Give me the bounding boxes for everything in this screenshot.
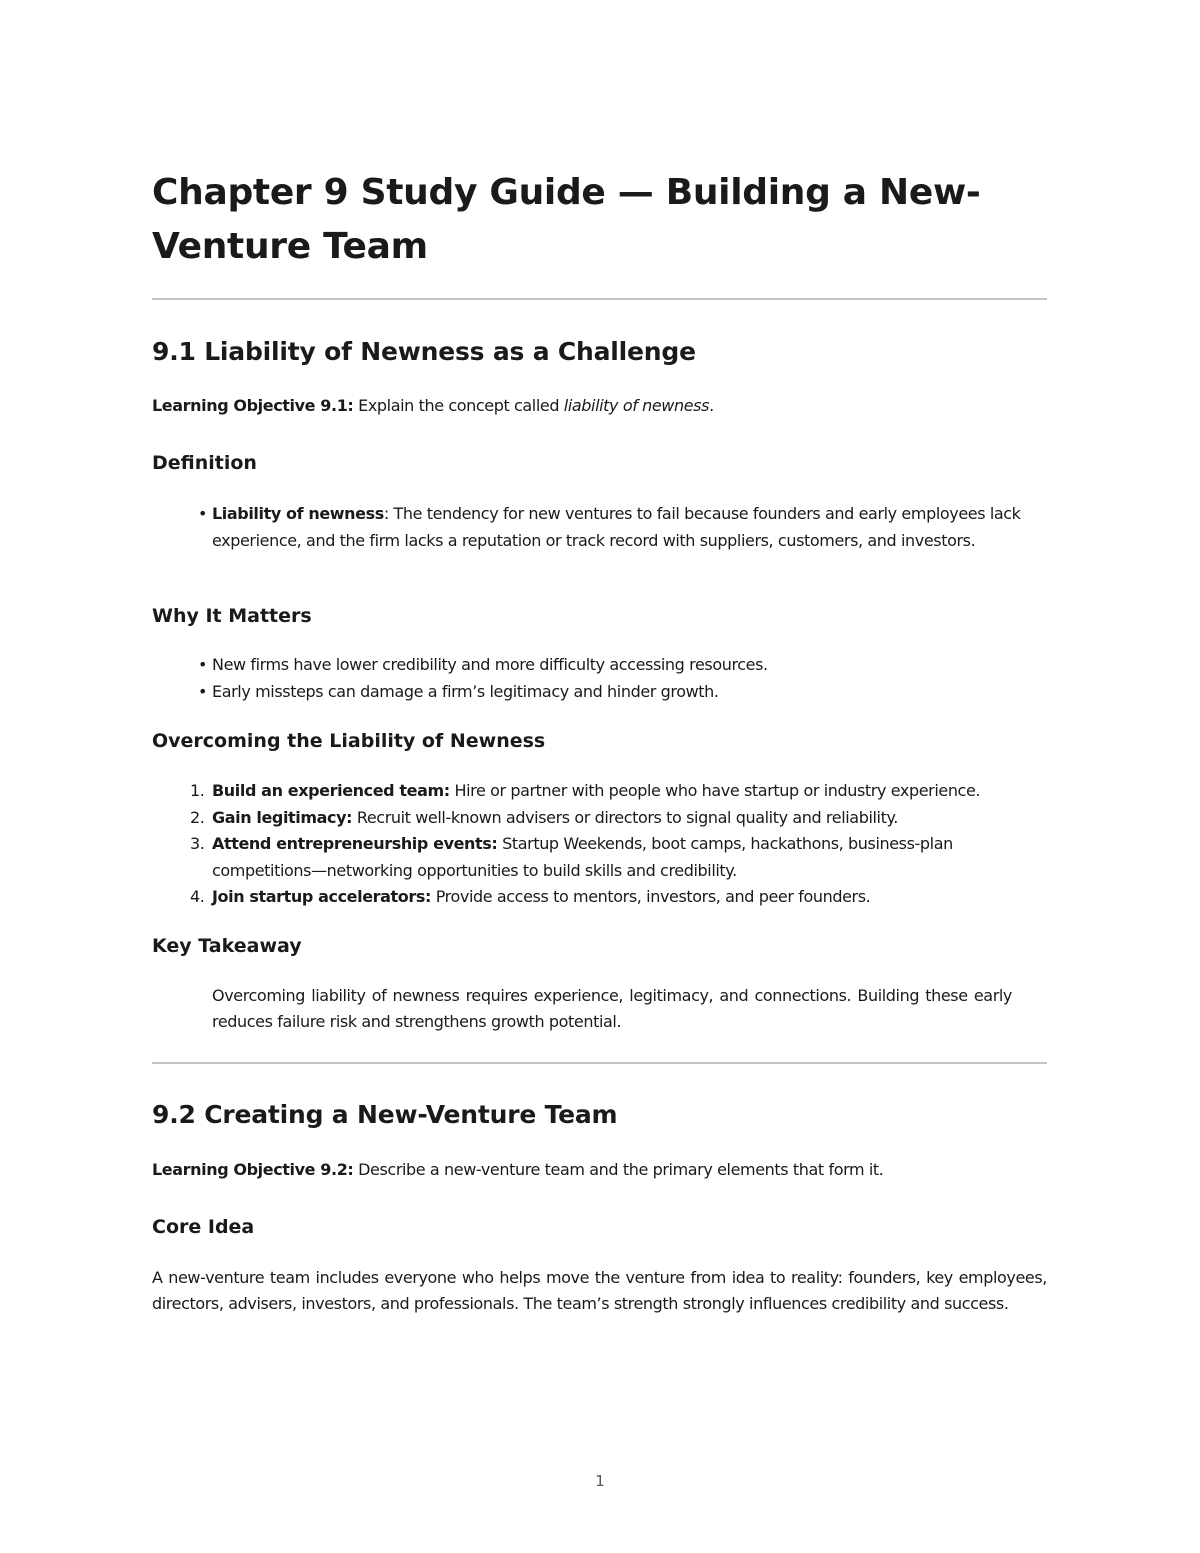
key-takeaway-heading: Key Takeaway [152, 935, 302, 957]
section-divider [152, 298, 1047, 300]
list-item-text: Hire or partner with people who have startup or industry experience. [449, 781, 981, 800]
list-item [190, 884, 1047, 911]
bullet-icon: • [198, 681, 208, 701]
core-idea-text: A new-venture team includes everyone who helps move the venture from idea to reality: founders, key employees, directors, advisers, investors, and professionals. The team’s strength strongly influences credibility and success. [152, 1268, 1047, 1313]
objective-label: Learning Objective 9.1: [152, 396, 354, 415]
objective-term: liability of newness [563, 396, 710, 415]
list-item-label: Gain legitimacy: [212, 807, 353, 827]
list-item-text: Startup Weekends, boot camps, hackathons, business-plan competitions—networking opportunities to build skills and credibility. [212, 834, 953, 880]
definition-term: Liability of newness [212, 504, 384, 523]
bullet-icon: • [198, 504, 208, 523]
list-item-text: Recruit well-known advisers or directors to signal quality and reliability. [352, 807, 898, 827]
core-idea-heading: Core Idea [152, 1216, 255, 1238]
list-number: 2. [190, 807, 205, 827]
list-item [190, 831, 1047, 884]
list-item [198, 679, 1047, 706]
list-item-label: Attend entrepreneurship events: [212, 834, 498, 853]
objective-end: . [709, 396, 714, 415]
list-item-text: Provide access to mentors, investors, and peer founders. [431, 887, 871, 906]
section-heading-9-1: 9.1 Liability of Newness as a Challenge [152, 337, 696, 366]
list-item-text: Early missteps can damage a firm’s legitimacy and hinder growth. [212, 681, 719, 701]
list-item-label: Build an experienced team: [212, 781, 450, 800]
definition-heading: Definition [152, 452, 257, 474]
list-item-label: Join startup accelerators: [212, 887, 432, 906]
key-takeaway-text: Overcoming liability of newness requires experience, legitimacy, and connections. Building these early reduces failure risk and strengthens growth potential. [212, 986, 1012, 1031]
bullet-icon: • [198, 655, 208, 674]
why-it-matters-heading: Why It Matters [152, 605, 312, 627]
overcoming-list [190, 778, 1047, 911]
section-heading-9-2: 9.2 Creating a New-Venture Team [152, 1100, 618, 1129]
objective-text: Explain the concept called [353, 396, 564, 415]
learning-objective-9-2 [152, 1157, 883, 1183]
list-item [190, 805, 1047, 832]
list-item-text: New firms have lower credibility and more difficulty accessing resources. [212, 655, 768, 674]
list-item [198, 501, 1047, 554]
definition-list [198, 501, 1047, 554]
list-number: 3. [190, 834, 205, 853]
list-number: 4. [190, 887, 205, 906]
list-item [198, 652, 1047, 679]
objective-text: Describe a new-venture team and the primary elements that form it. [353, 1160, 884, 1179]
definition-text: : The tendency for new ventures to fail because founders and early employees lack experience, and the firm lacks a reputation or track record with suppliers, customers, and investors. [212, 504, 1021, 550]
why-it-matters-list [198, 652, 1047, 705]
learning-objective-9-1 [152, 393, 714, 419]
list-item [190, 778, 1047, 805]
overcoming-heading: Overcoming the Liability of Newness [152, 730, 546, 752]
section-divider [152, 1062, 1047, 1064]
document-title: Chapter 9 Study Guide — Building a New-Venture Team [152, 172, 981, 267]
list-number: 1. [190, 781, 205, 800]
objective-label: Learning Objective 9.2: [152, 1160, 354, 1179]
page-number: 1 [595, 1472, 605, 1490]
